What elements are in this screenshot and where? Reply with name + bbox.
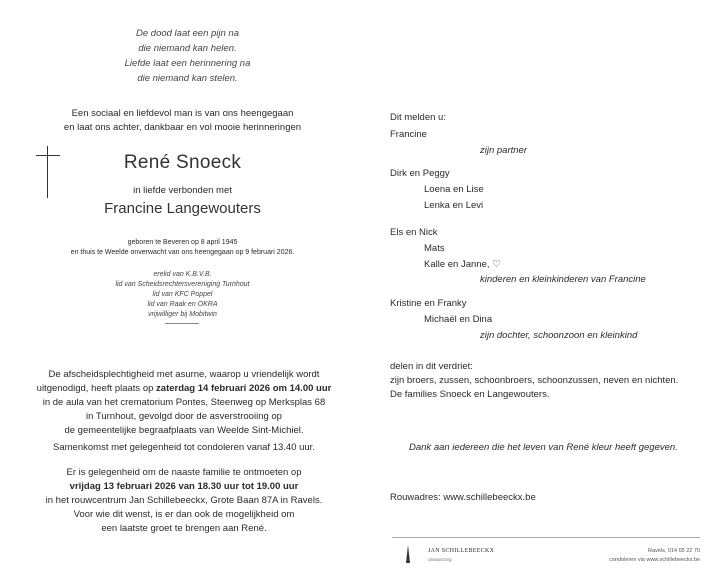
family-member: Michaël en Dina [424,314,493,325]
divider [165,323,199,324]
quote-line: De dood laat een pijn na [136,28,239,39]
share-line: De families Snoeck en Langewouters. [390,389,550,400]
visit-line [34,480,334,494]
family-member: Els en Nick [390,227,438,238]
born-line: geboren te Beveren op 8 april 1945 [127,239,238,246]
ceremony-line: in Turnhout, gevolgd door de asverstrooiing op [86,411,282,422]
visit-date: vrijdag 13 februari 2026 van 18.30 uur tot 19.00 uur [69,481,299,492]
thanks-text: Dank aan iedereen die het leven van René kleur heeft gegeven. [409,442,678,453]
share-line: zijn broers, zussen, schoonbroers, schoonzussen, neven en nichten. [390,375,679,386]
quote-line: die niemand kan helen. [138,43,237,54]
footer-divider [392,537,700,538]
family-member: Lenka en Levi [424,200,484,211]
membership-item: lid van KFC Poppel [152,291,213,298]
funeral-home-website: condoleren via www.schillebeeckx.be [609,557,700,563]
web-address: Rouwadres: www.schillebeeckx.be [390,492,536,503]
ceremony-line [34,382,334,396]
intro-text [40,107,325,135]
quote-line: Liefde laat een herinnering na [124,58,251,69]
partner-name: Francine Langewouters [104,200,261,217]
visit-line: Er is gelegenheid om de naaste familie te ontmoeten op [66,467,302,478]
bond-text: in liefde verbonden met [133,185,232,196]
family-role: zijn dochter, schoonzoon en kleinkind [480,330,638,341]
grief-sharing [390,360,678,402]
family-member: Kalle en Janne, ♡ [424,259,501,270]
visit-line: Voor wie dit wenst, is er dan ook de mogelijkheid om [73,509,295,520]
ceremony-line: de gemeentelijke begraafplaats van Weelde Sint-Michiel. [64,425,304,436]
ceremony-line: in de aula van het crematorium Pontes, Steenweg op Merksplas 68 [42,397,326,408]
funeral-home-name: JAN SCHILLEBEECKX [428,548,495,554]
birth-death-info [40,238,325,258]
visit-line: in het rouwcentrum Jan Schillebeeckx, Grote Baan 87A in Ravels. [45,495,323,506]
family-member: Dirk en Peggy [390,168,450,179]
family-member: Francine [390,129,427,140]
ceremony-info [34,368,334,438]
ceremony-date: zaterdag 14 februari 2026 om 14.00 uur [156,383,332,394]
opening-quote [115,26,260,86]
ceremony-line: De afscheidsplechtigheid met asurne, waarop u vriendelijk wordt [48,369,320,380]
intro-line: Een sociaal en liefdevol man is van ons heengegaan [71,108,294,119]
family-member: Loena en Lise [424,184,484,195]
family-member: Kristine en Franky [390,298,467,309]
logo-icon [405,545,411,563]
born-line: en thuis te Weelde onverwacht van ons heengegaan op 9 februari 2026. [70,249,295,256]
ceremony-text: uitgenodigd, heeft plaats op [36,383,157,394]
family-role: kinderen en kleinkinderen van Francine [480,274,646,285]
quote-line: die niemand kan stelen. [137,73,238,84]
funeral-home-subtitle: uitvaartzorg [428,557,452,562]
share-line: delen in dit verdriet: [390,361,473,372]
deceased-name: René Snoeck [123,152,242,173]
memberships-list [40,270,325,320]
visit-line: een laatste groet te brengen aan René. [101,523,267,534]
family-member: Mats [424,243,445,254]
membership-item: lid van Raak en OKRA [147,301,218,308]
membership-item: lid van Scheidsrechtersvereniging Turnhout [115,281,250,288]
gathering-info: Samenkomst met gelegenheid tot condoleren vanaf 13.40 uur. [53,442,315,453]
funeral-home-phone: Ravels, 014 65 22 70 [648,548,700,554]
intro-line: en laat ons achter, dankbaar en vol mooie herinneringen [63,122,302,133]
membership-item: vrijwilliger bij Mobitwin [148,311,217,318]
family-role: zijn partner [480,145,527,156]
membership-item: erelid van K.B.V.B. [153,271,212,278]
announcement-heading: Dit melden u: [390,112,446,123]
visitation-info [34,466,334,536]
